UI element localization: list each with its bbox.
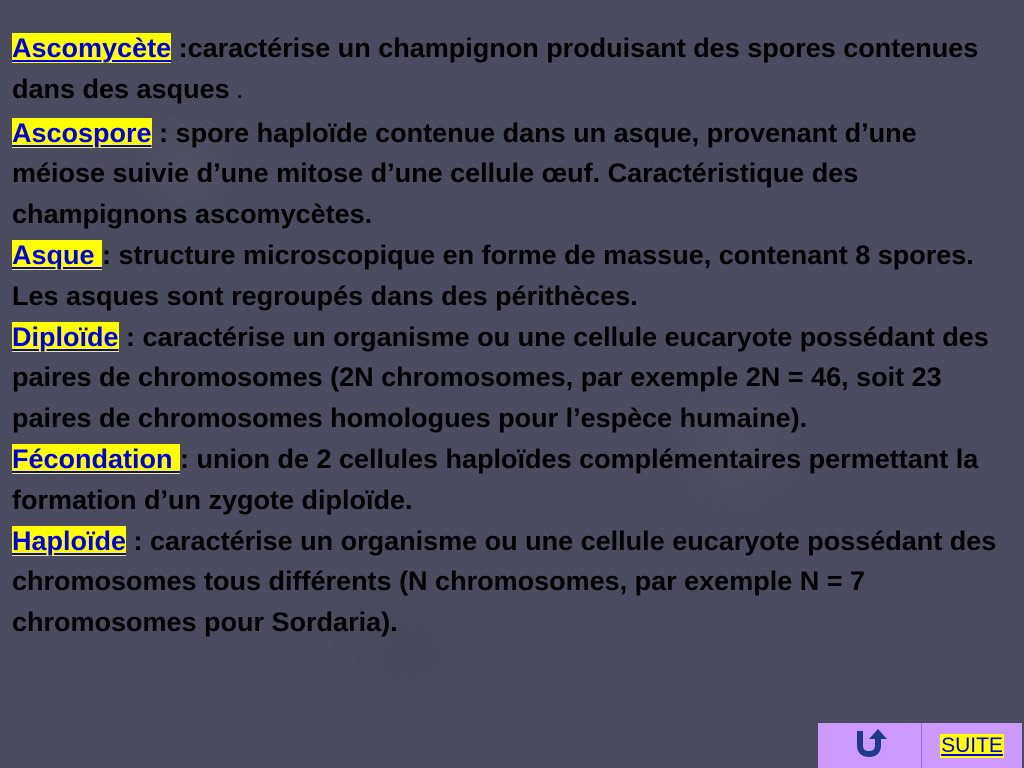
definition-diploide: : caractérise un organisme ou une cellule eucaryote possédant des paires de chromosomes (2N chromosomes, par exemple 2N = 46, soit 23 paires de chromosomes homologues pour l’espèce humaine). bbox=[12, 321, 989, 434]
suite-button[interactable] bbox=[922, 723, 1022, 768]
term-link-asque[interactable]: Asque bbox=[12, 239, 103, 270]
glossary-entry-ascomycete bbox=[12, 33, 978, 104]
u-turn-back-icon bbox=[853, 728, 887, 763]
definition-fecondation: : union de 2 cellules haploïdes complémentaires permettant la formation d’un zygote diploïde. bbox=[12, 443, 979, 515]
glossary-entry-asque bbox=[12, 240, 974, 311]
back-button[interactable] bbox=[818, 723, 922, 768]
definition-asque: : structure microscopique en forme de massue, contenant 8 spores. Les asques sont regroupés dans des périthèces. bbox=[12, 239, 974, 311]
term-link-haploide[interactable]: Haploïde bbox=[12, 525, 127, 556]
term-link-ascomycete[interactable]: Ascomycète bbox=[12, 33, 172, 63]
glossary-entry-fecondation bbox=[12, 444, 978, 515]
definition-ascospore: : spore haploïde contenue dans un asque, provenant d’une méiose suivie d’une mitose d’une cellule œuf. Caractéristique des champignons ascomycètes. bbox=[12, 117, 917, 230]
navigation-bar bbox=[818, 723, 1022, 768]
definition-ascomycete-end: . bbox=[237, 81, 243, 102]
term-link-ascospore[interactable]: Ascospore bbox=[12, 117, 152, 148]
glossary-text bbox=[12, 28, 1016, 643]
term-link-diploide[interactable]: Diploïde bbox=[12, 321, 119, 352]
term-link-fecondation[interactable]: Fécondation bbox=[12, 443, 180, 474]
definition-ascomycete: :caractérise un champignon produisant des spores contenues dans des asques bbox=[12, 33, 979, 104]
glossary-entry-diploide bbox=[12, 322, 989, 434]
suite-link[interactable]: SUITE bbox=[941, 733, 1003, 757]
definition-haploide: : caractérise un organisme ou une cellule eucaryote possédant des chromosomes tous différents (N chromosomes, par exemple N = 7 chromosomes pour Sordaria). bbox=[12, 525, 997, 638]
glossary-entry-ascospore bbox=[12, 118, 917, 230]
glossary-entry-haploide bbox=[12, 526, 996, 638]
